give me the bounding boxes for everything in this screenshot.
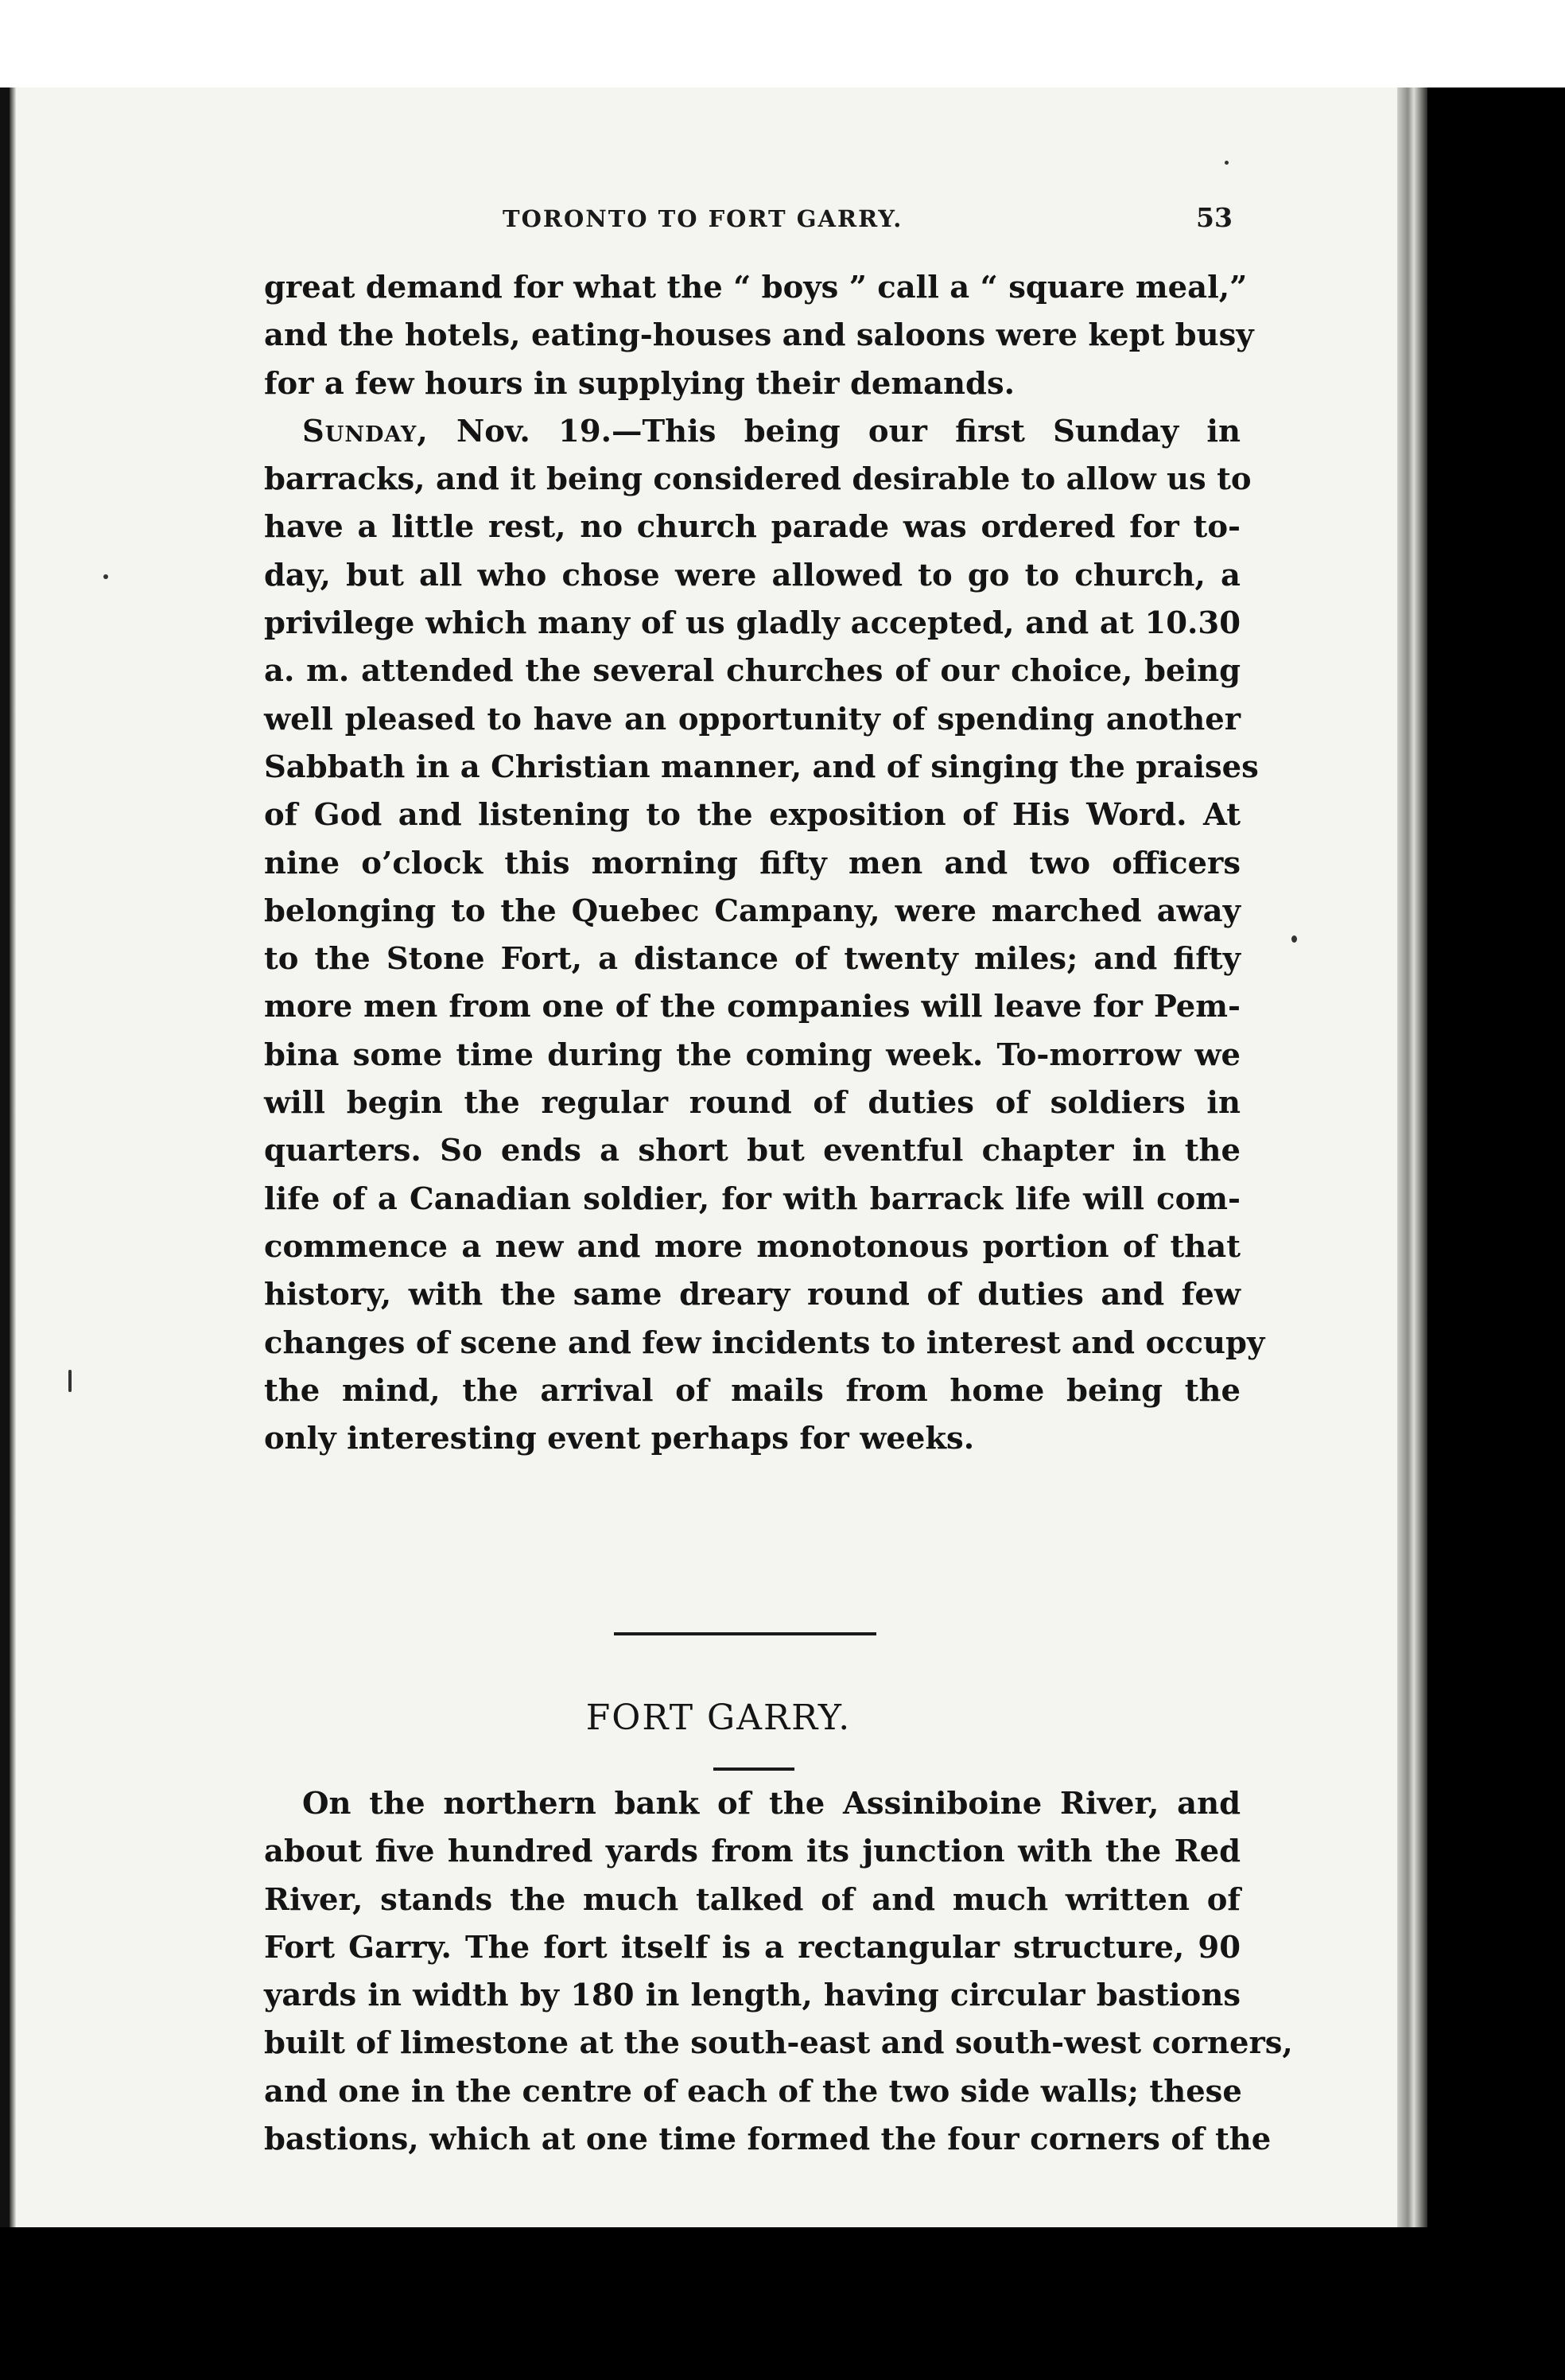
text-line: history, with the same dreary round of duties and few — [264, 1277, 1241, 1313]
text-line: Fort Garry. The fort itself is a rectangular structure, 90 — [264, 1929, 1241, 1966]
text-line: only interesting event perhaps for weeks. — [264, 1421, 975, 1457]
text-line: the mind, the arrival of mails from home being the — [264, 1372, 1241, 1409]
heading-underline-rule — [713, 1768, 794, 1771]
text-line: more men from one of the companies will leave for Pem- — [264, 989, 1241, 1025]
text-line-content: Nov. 19.—This being our first Sunday in — [456, 413, 1241, 449]
text-line: quarters. So ends a short but eventful chapter in the — [264, 1133, 1241, 1169]
text-line: privilege which many of us gladly accepted, and at 10.30 — [264, 605, 1241, 642]
running-head — [10, 202, 1427, 237]
text-line: Sabbath in a Christian manner, and of singing the praises — [264, 749, 1259, 785]
text-line: River, stands the much talked of and much written of — [264, 1881, 1241, 1918]
text-line: barracks, and it being considered desirable to allow us to — [264, 461, 1252, 498]
page-number: 53 — [1196, 202, 1233, 233]
page-fore-edge — [1397, 88, 1427, 2227]
text-line: for a few hours in supplying their demands. — [264, 365, 1016, 402]
text-line: a. m. attended the several churches of our choice, being — [264, 653, 1241, 690]
text-line: belonging to the Quebec Campany, were marched away — [264, 892, 1241, 929]
text-line: have a little rest, no church parade was ordered for to- — [264, 509, 1241, 546]
text-line: bastions, which at one time formed the four corners of the — [264, 2121, 1272, 2158]
text-line: of God and listening to the exposition of His Word. At — [264, 797, 1241, 834]
text-line: nine o’clock this morning fifty men and two officers — [264, 845, 1241, 881]
text-line: day, but all who chose were allowed to go to church, a — [264, 557, 1241, 593]
text-line: will begin the regular round of duties of soldiers in — [264, 1085, 1241, 1122]
text-line: yards in width by 180 in length, having circular bastions — [264, 1978, 1241, 2014]
scan-border-left — [0, 88, 10, 2235]
text-line: On the northern bank of the Assiniboine River, and — [302, 1786, 1241, 1822]
scan-speck — [1225, 161, 1229, 165]
scan-border-bottom — [0, 2227, 1565, 2380]
text-line: and the hotels, eating-houses and saloons were kept busy — [264, 317, 1254, 354]
text-line: commence a new and more monotonous portion of that — [264, 1228, 1241, 1265]
scan-border-right — [1427, 88, 1565, 2380]
body-text — [264, 264, 1265, 1463]
text-line: great demand for what the “ boys ” call a “ square meal,” — [264, 270, 1248, 305]
section-divider-rule — [614, 1632, 876, 1635]
text-line: about five hundred yards from its junction with the Red — [264, 1834, 1241, 1870]
section-body-text — [264, 1780, 1293, 2164]
section-heading: FORT GARRY. — [585, 1698, 852, 1738]
text-line: bina some time during the coming week. To-morrow we — [264, 1036, 1241, 1073]
text-line: life of a Canadian soldier, for with barrack life will com- — [264, 1180, 1241, 1217]
scan-speck — [1291, 935, 1297, 943]
text-line: to the Stone Fort, a distance of twenty miles; and fifty — [264, 941, 1241, 978]
scan-speck — [103, 574, 108, 579]
text-line: and one in the centre of each of the two side walls; these — [264, 2073, 1242, 2110]
book-page — [10, 88, 1427, 2227]
text-line: changes of scene and few incidents to interest and occupy — [264, 1324, 1265, 1361]
text-line: well pleased to have an opportunity of spending another — [264, 701, 1241, 737]
text-line: built of limestone at the south-east and south-west corners, — [264, 2025, 1293, 2062]
running-head-title: TORONTO TO FORT GARRY. — [503, 205, 903, 232]
text-line-sunday-entry — [264, 408, 1241, 456]
page-gutter-edge — [10, 88, 16, 2227]
scan-speck — [68, 1370, 72, 1392]
date-label: Sunday, — [302, 413, 429, 449]
